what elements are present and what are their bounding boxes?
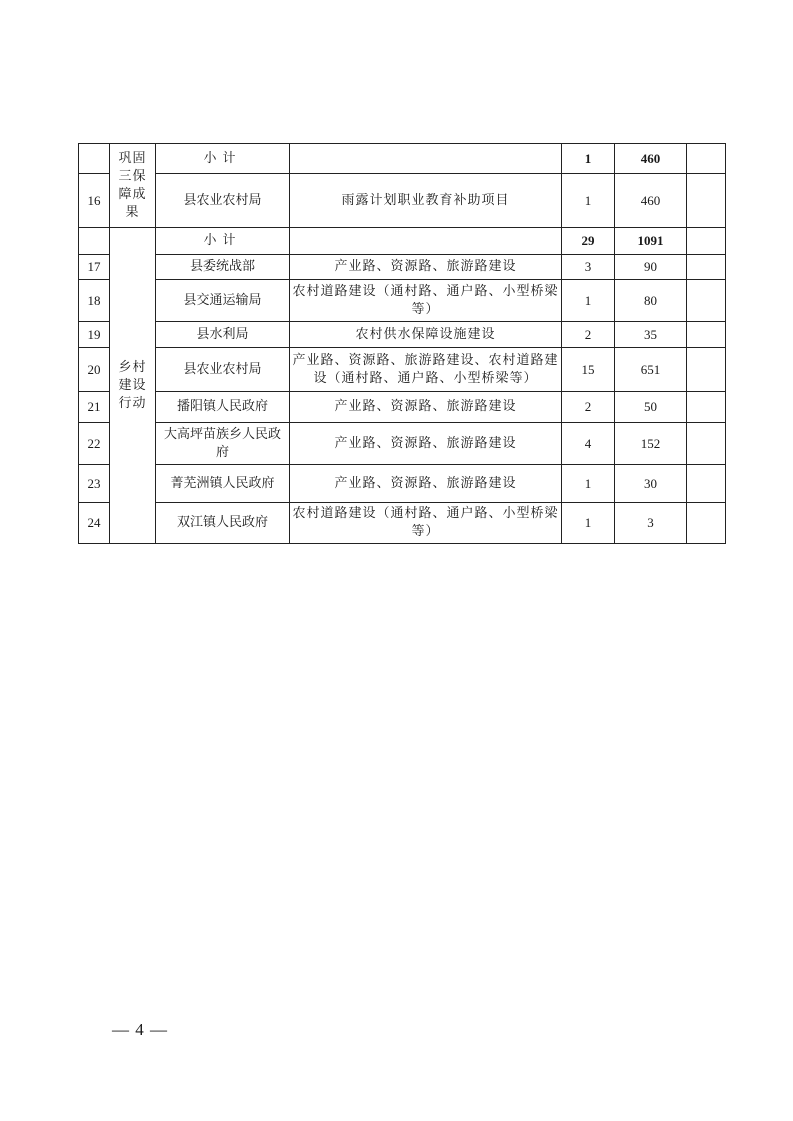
table-row <box>79 322 726 348</box>
count-cell: 1 <box>562 174 615 228</box>
project-cell: 农村道路建设（通村路、通户路、小型桥梁等） <box>290 503 562 544</box>
subtotal-row-1 <box>79 144 726 174</box>
project-cell: 产业路、资源路、旅游路建设、农村道路建设（通村路、通户路、小型桥梁等） <box>290 348 562 392</box>
remark-cell <box>687 348 726 392</box>
remark-cell <box>687 503 726 544</box>
unit-cell: 大高坪苗族乡人民政府 <box>156 423 290 465</box>
project-cell: 农村道路建设（通村路、通户路、小型桥梁等） <box>290 280 562 322</box>
project-cell: 产业路、资源路、旅游路建设 <box>290 423 562 465</box>
subtotal-label: 小计 <box>156 228 290 255</box>
amount-cell: 90 <box>615 255 687 280</box>
amount-cell: 651 <box>615 348 687 392</box>
row-number: 22 <box>79 423 110 465</box>
count-cell: 2 <box>562 322 615 348</box>
count-cell: 1 <box>562 465 615 503</box>
project-cell-empty <box>290 144 562 174</box>
row-number: 21 <box>79 392 110 423</box>
amount-cell: 80 <box>615 280 687 322</box>
remark-cell <box>687 322 726 348</box>
amount-cell: 460 <box>615 174 687 228</box>
project-cell: 产业路、资源路、旅游路建设 <box>290 465 562 503</box>
subtotal-amount: 460 <box>615 144 687 174</box>
no-cell-empty <box>79 228 110 255</box>
subtotal-count: 29 <box>562 228 615 255</box>
remark-cell <box>687 423 726 465</box>
row-number: 19 <box>79 322 110 348</box>
amount-cell: 3 <box>615 503 687 544</box>
unit-cell: 县农业农村局 <box>156 174 290 228</box>
unit-cell: 双江镇人民政府 <box>156 503 290 544</box>
project-cell: 产业路、资源路、旅游路建设 <box>290 392 562 423</box>
project-cell: 产业路、资源路、旅游路建设 <box>290 255 562 280</box>
unit-cell: 县委统战部 <box>156 255 290 280</box>
subtotal-label: 小计 <box>156 144 290 174</box>
subtotal-amount: 1091 <box>615 228 687 255</box>
subtotal-row-2 <box>79 228 726 255</box>
table-row <box>79 255 726 280</box>
count-cell: 3 <box>562 255 615 280</box>
unit-cell: 菁芜洲镇人民政府 <box>156 465 290 503</box>
table-row <box>79 348 726 392</box>
remark-cell <box>687 392 726 423</box>
project-table <box>78 143 726 544</box>
count-cell: 1 <box>562 280 615 322</box>
table-row <box>79 465 726 503</box>
amount-cell: 35 <box>615 322 687 348</box>
count-cell: 2 <box>562 392 615 423</box>
table-row <box>79 503 726 544</box>
project-cell-empty <box>290 228 562 255</box>
unit-cell: 县交通运输局 <box>156 280 290 322</box>
amount-cell: 50 <box>615 392 687 423</box>
remark-cell <box>687 280 726 322</box>
row-number: 17 <box>79 255 110 280</box>
row-number: 20 <box>79 348 110 392</box>
count-cell: 4 <box>562 423 615 465</box>
count-cell: 15 <box>562 348 615 392</box>
unit-cell: 县农业农村局 <box>156 348 290 392</box>
no-cell-empty <box>79 144 110 174</box>
table-row <box>79 392 726 423</box>
table-row <box>79 280 726 322</box>
amount-cell: 30 <box>615 465 687 503</box>
table-row <box>79 423 726 465</box>
row-number: 23 <box>79 465 110 503</box>
count-cell: 1 <box>562 503 615 544</box>
subtotal-count: 1 <box>562 144 615 174</box>
remark-cell <box>687 465 726 503</box>
amount-cell: 152 <box>615 423 687 465</box>
remark-cell <box>687 174 726 228</box>
row-number: 18 <box>79 280 110 322</box>
project-cell: 农村供水保障设施建设 <box>290 322 562 348</box>
unit-cell: 播阳镇人民政府 <box>156 392 290 423</box>
category-rural: 乡村建设行动 <box>110 228 156 544</box>
row-number: 16 <box>79 174 110 228</box>
remark-cell <box>687 255 726 280</box>
remark-cell <box>687 144 726 174</box>
project-cell: 雨露计划职业教育补助项目 <box>290 174 562 228</box>
table-row <box>79 174 726 228</box>
remark-cell <box>687 228 726 255</box>
row-number: 24 <box>79 503 110 544</box>
category-consolidate: 巩固三保障成果 <box>110 144 156 228</box>
unit-cell: 县水利局 <box>156 322 290 348</box>
page-number: — 4 — <box>112 1020 168 1039</box>
